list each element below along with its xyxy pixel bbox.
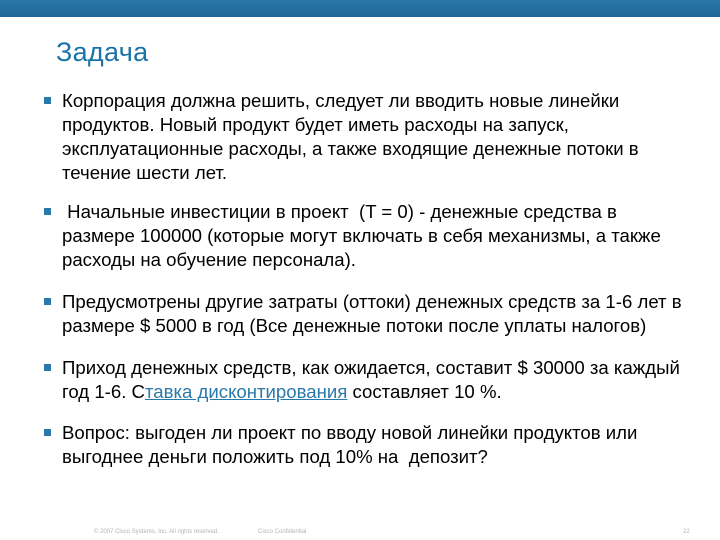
bullet-text: Предусмотрены другие затраты (оттоки) денежных средств за 1-6 лет в размере $ 5000 в год (Все денежные потоки после уплаты налогов)	[62, 291, 682, 336]
square-bullet-icon	[44, 298, 51, 305]
bullet-text-after: составляет 10 %.	[347, 381, 502, 402]
bullet-item	[44, 421, 694, 469]
slide-footer	[0, 527, 720, 539]
bullet-text: Корпорация должна решить, следует ли вводить новые линейки продуктов. Новый продукт будет иметь расходы на запуск, эксплуатационные расходы, а также входящие денежные потоки в течение шести лет.	[62, 90, 639, 183]
page-number: 22	[683, 529, 690, 535]
bullet-text: Начальные инвестиции в проект (T = 0) - денежные средства в размере 100000 (которые могут включать в себя механизмы, а также расходы на обучение персонала).	[62, 201, 666, 270]
square-bullet-icon	[44, 97, 51, 104]
square-bullet-icon	[44, 429, 51, 436]
bullet-text: Вопрос: выгоден ли проект по вводу новой линейки продуктов или выгоднее деньги положить под 10% на депозит?	[62, 422, 643, 467]
discount-rate-link[interactable]: тавка дисконтирования	[144, 381, 348, 402]
bullet-list	[44, 89, 694, 469]
bullet-item	[44, 290, 694, 338]
square-bullet-icon	[44, 208, 51, 215]
square-bullet-icon	[44, 364, 51, 371]
confidential-label: Cisco Confidential	[258, 529, 307, 535]
bullet-item	[44, 200, 694, 272]
copyright-text: © 2007 Cisco Systems, Inc. All rights reserved.	[94, 529, 219, 535]
slide-title: Задача	[56, 37, 149, 67]
bullet-item	[44, 89, 694, 185]
bullet-item	[44, 356, 694, 404]
bullet-text-before: Приход денежных средств, как ожидается, составит $ 30000 за каждый год 1-6. С	[62, 357, 680, 402]
top-banner	[0, 0, 720, 17]
